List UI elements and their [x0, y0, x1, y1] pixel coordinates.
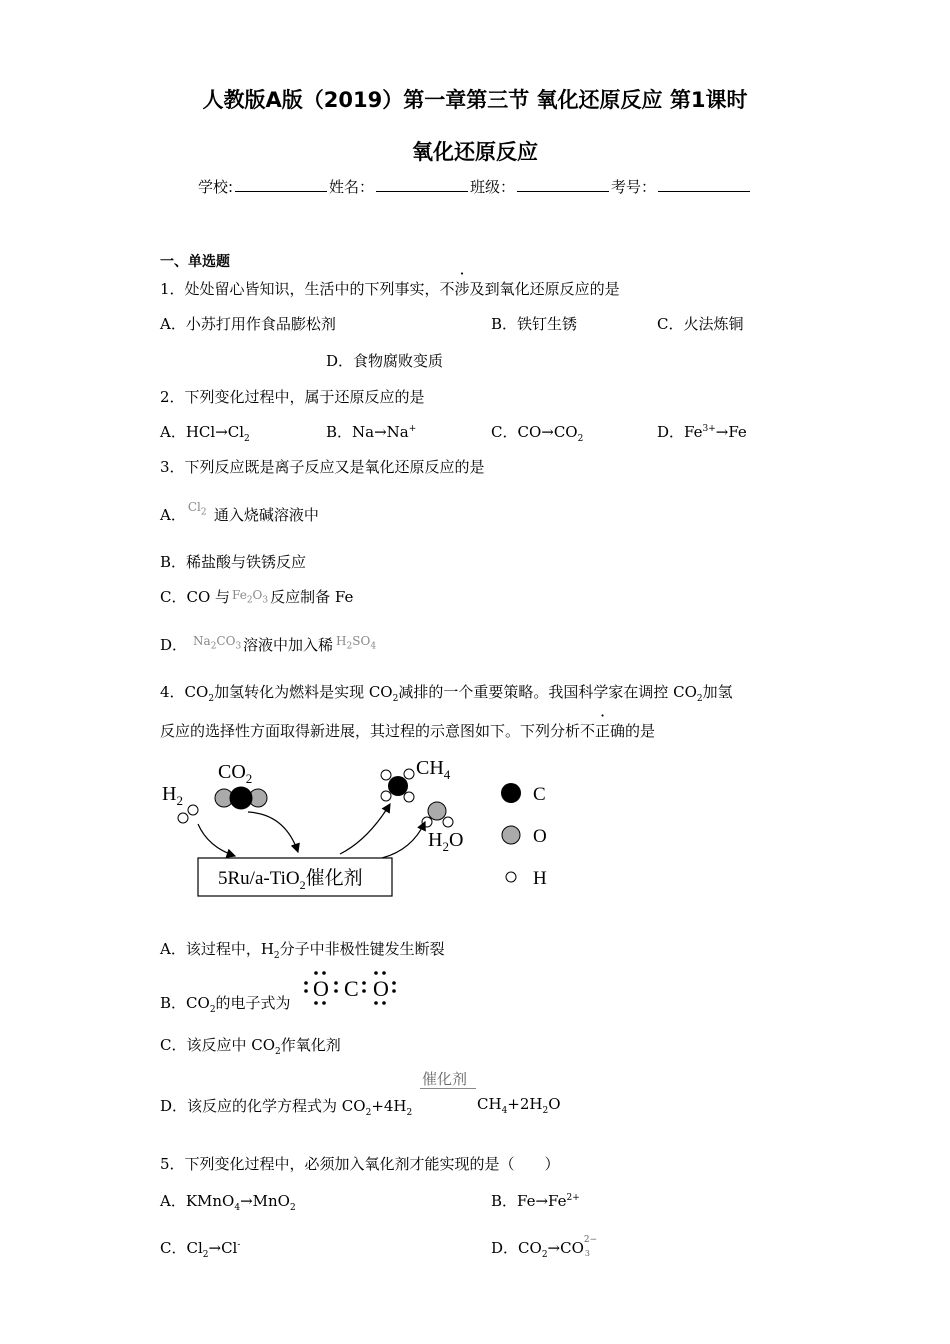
- legend-c-dot: [501, 783, 521, 803]
- legend-o: O: [533, 826, 547, 847]
- q2-option-a[interactable]: A．$HCl\to Cl_2$: [160, 423, 250, 444]
- q4-stem-line1: 4．$CO_2$加氢转化为燃料是实现 $CO_2$减排的一个重要策略。我国科学家在调控 $CO_2$加氢: [160, 683, 733, 704]
- q3-option-c[interactable]: C．CO 与 $^{Fe_2O_3}$ 反应制备 Fe: [160, 588, 354, 606]
- reaction-arrow-line: [420, 1088, 476, 1089]
- q4-stem-line2: 反应的选择性方面取得新进展，其过程的示意图如下。下列分析不正确的是: [160, 722, 656, 740]
- q1-option-a[interactable]: A．小苏打用作食品膨松剂: [160, 315, 336, 333]
- q3-stem: 3．下列反应既是离子反应又是氧化还原反应的是: [160, 458, 485, 476]
- student-info-row: [0, 176, 950, 197]
- h-atom: [404, 792, 414, 802]
- q4-option-d[interactable]: D．该反应的化学方程式为 $CO_2+4H_2$: [160, 1097, 413, 1118]
- svg-text:O: O: [313, 976, 329, 1001]
- h2-label: $H_2$: [162, 783, 183, 808]
- legend-o-dot: [502, 826, 520, 844]
- h2o-label: $H_2O$: [428, 829, 464, 854]
- q5-option-a[interactable]: A．KMnO$_4$→MnO$_2$: [160, 1192, 296, 1213]
- h-atom: [404, 769, 414, 779]
- school-blank[interactable]: [235, 177, 327, 192]
- number-blank[interactable]: [658, 177, 750, 192]
- legend-h-dot: [506, 872, 516, 882]
- q1-stem: [160, 278, 620, 299]
- catalyst-label: 5Ru/a-TiO$_2$催化剂: [218, 867, 363, 892]
- q1-option-c[interactable]: C．火法炼铜: [657, 315, 744, 333]
- q4-option-d-products: $CH_4+2H_2O$: [477, 1095, 561, 1116]
- q1-stem-pre: 1．处处留心皆知识，生活中的下列事实，: [160, 280, 440, 298]
- ch4-label: $CH_4$: [416, 757, 451, 782]
- h-atom: [443, 817, 453, 827]
- q1-stem-post: 到氧化还原反应的是: [484, 280, 620, 298]
- q5-option-c[interactable]: C．$Cl_2\to Cl^-$: [160, 1239, 241, 1260]
- doc-title-line2: 氧化还原反应: [412, 140, 538, 164]
- legend-c: C: [533, 784, 546, 805]
- q4-option-c[interactable]: C．该反应中 $CO_2$作氧化剂: [160, 1036, 341, 1057]
- legend-h: H: [533, 868, 547, 889]
- svg-text:C: C: [344, 976, 359, 1001]
- svg-text:O: O: [373, 976, 389, 1001]
- q2-stem: 2．下列变化过程中，属于还原反应的是: [160, 388, 425, 406]
- q1-stem-emphasis: 不涉及: [439, 280, 485, 298]
- class-blank[interactable]: [517, 177, 609, 192]
- name-label: 姓名：: [329, 178, 375, 196]
- doc-title-line1: 人教版A版（2019）第一章第三节 氧化还原反应 第1课时: [202, 88, 748, 112]
- h-atom: [381, 791, 391, 801]
- number-label: 考号：: [611, 178, 657, 196]
- h-atom: [381, 770, 391, 780]
- c-atom: [230, 787, 252, 809]
- q4-option-a[interactable]: A．该过程中，$H_2$分子中非极性键发生断裂: [160, 940, 445, 961]
- q5-stem: 5．下列变化过程中，必须加入氧化剂才能实现的是（ ）: [160, 1155, 560, 1173]
- co2-label: $CO_2$: [218, 761, 253, 786]
- section-heading: 一、单选题: [160, 254, 230, 270]
- class-label: 班级：: [470, 178, 516, 196]
- school-label: 学校:: [197, 178, 233, 196]
- h-atom: [188, 805, 198, 815]
- q4-option-b[interactable]: B．$CO_2$的电子式为: [160, 994, 291, 1015]
- catalyst-over-arrow: 催化剂: [422, 1070, 468, 1088]
- q1-option-d[interactable]: D．食物腐败变质: [326, 352, 444, 370]
- q2-option-c[interactable]: C．$CO\to CO_2$: [491, 423, 584, 444]
- q5-option-b[interactable]: B．$Fe\to Fe^{2+}$: [491, 1192, 580, 1210]
- q2-option-d[interactable]: D．$Fe^{3+}\to Fe$: [657, 423, 747, 441]
- q5-option-d[interactable]: D．$CO_2\to CO$ 2− 3: [491, 1235, 598, 1260]
- q3-option-d[interactable]: D． $Na_2CO_3$ 溶液中加入稀 $H_2SO_4$: [160, 634, 377, 654]
- reaction-mechanism-diagram: [150, 752, 580, 907]
- q1-option-b[interactable]: B．铁钉生锈: [491, 315, 578, 333]
- o-atom: [428, 802, 446, 820]
- h-atom: [178, 813, 188, 823]
- q2-option-b[interactable]: B．Na→Na+: [326, 423, 417, 441]
- c-atom: [388, 776, 408, 796]
- co2-electron-formula: [300, 968, 400, 1008]
- q3-option-a[interactable]: A． $Cl_2$ 通入烧碱溶液中: [160, 500, 319, 524]
- q3-option-b[interactable]: B．稀盐酸与铁锈反应: [160, 553, 307, 571]
- name-blank[interactable]: [376, 177, 468, 192]
